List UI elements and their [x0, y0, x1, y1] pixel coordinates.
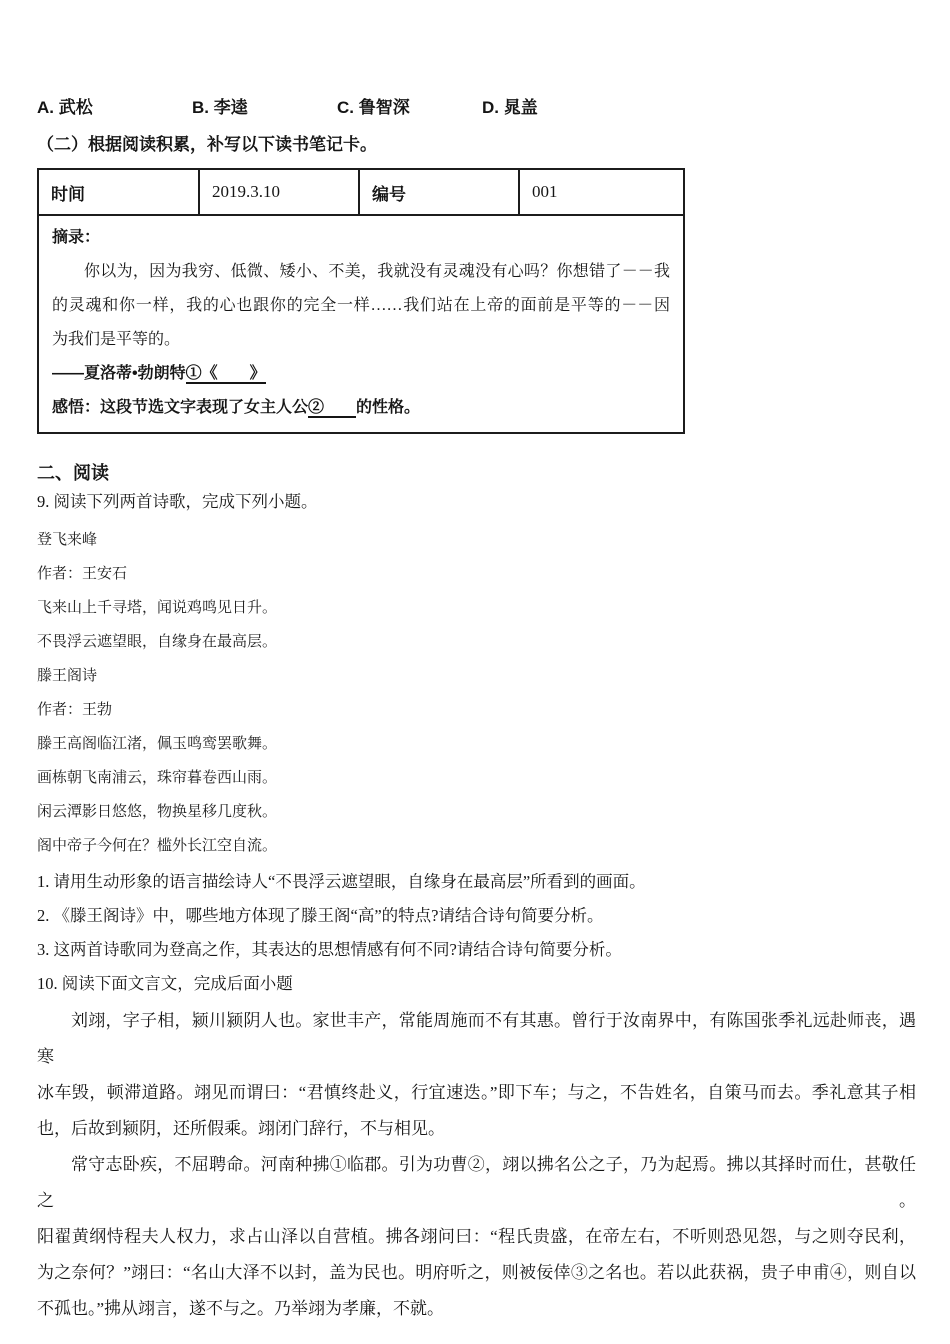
- classical-p2-line: 阳翟黄纲恃程夫人权力，求占山泽以自营植。拂各翊问曰：“程氏贵盛，在帝左右，不听则恐见怨，与之则夺民利，: [37, 1227, 916, 1246]
- card-time-label: 时间: [38, 169, 199, 215]
- poem1-verse: 飞来山上千寻塔，闻说鸡鸣见日升。: [37, 600, 278, 616]
- note-card-header-row: [38, 169, 684, 215]
- card-number-label: 编号: [359, 169, 519, 215]
- classical-p2-line: 不孤也。”拂从翊言，遂不与之。乃举翊为孝廉，不就。: [37, 1299, 445, 1318]
- section-heading-reading: 二、阅读: [37, 463, 109, 483]
- insight-blank: ②: [308, 399, 357, 416]
- excerpt-line: 你以为，因为我穷、低微、矮小、不美，我就没有灵魂没有心吗？你想错了－－我: [84, 263, 670, 280]
- question-1: 1. 请用生动形象的语言描绘诗人“不畏浮云遮望眼，自缘身在最高层”所看到的画面。: [37, 872, 646, 891]
- question-2: 2. 《滕王阁诗》中，哪些地方体现了滕王阁“高”的特点?请结合诗句简要分析。: [37, 906, 604, 925]
- note-card-body-cell: [38, 215, 684, 433]
- classical-p2-line: 为之奈何？”翊曰：“名山大泽不以封，盖为民也。明府听之，则被佞倖③之名也。若以此获祸，贵子申甫④，则自以: [37, 1263, 916, 1282]
- card-number-value: 001: [519, 169, 684, 215]
- classical-passage: [37, 1003, 916, 1327]
- subsection-heading: （二）根据阅读积累，补写以下读书笔记卡。: [37, 135, 377, 154]
- note-card-body-row: [38, 215, 684, 433]
- poem-questions: [37, 865, 916, 967]
- choice-option-b: B. 李逵: [192, 98, 248, 117]
- insight-suffix: 的性格。: [356, 399, 421, 416]
- classical-p1-line: 刘翊，字子相，颍川颍阴人也。家世丰产，常能周施而不有其惠。曾行于汝南界中，有陈国张季礼远赴师丧，遇寒: [37, 1011, 916, 1066]
- poem2-verse: 阁中帝子今何在？槛外长江空自流。: [37, 838, 278, 854]
- excerpt-line: 为我们是平等的。: [52, 331, 181, 348]
- question-9-intro: 9. 阅读下列两首诗歌，完成下列小题。: [37, 492, 318, 511]
- classical-p1-line: 也，后故到颍阴，还所假乘。翊闭门辞行，不与相见。: [37, 1119, 445, 1138]
- excerpt-line: 的灵魂和你一样，我的心也跟你的完全一样……我们站在上帝的面前是平等的－－因: [52, 297, 670, 314]
- choice-option-d: D. 晁盖: [482, 98, 538, 117]
- choice-option-a: A. 武松: [37, 98, 93, 117]
- question-3: 3. 这两首诗歌同为登高之作，其表达的思想情感有何不同?请结合诗句简要分析。: [37, 940, 622, 959]
- question-10-intro: 10. 阅读下面文言文，完成后面小题: [37, 974, 293, 993]
- insight-line: [52, 391, 670, 425]
- poem2-author: 作者：王勃: [37, 702, 113, 718]
- choice-options-row: [37, 96, 916, 120]
- classical-p2-line: 常守志卧疾，不屈聘命。河南种拂①临郡。引为功曹②，翊以拂名公之子，乃为起焉。拂以其择时而仕，甚敬任之。: [37, 1155, 916, 1210]
- excerpt-label: 摘录：: [52, 229, 101, 246]
- poem1-verse: 不畏浮云遮望眼，自缘身在最高层。: [37, 634, 278, 650]
- reading-note-card-table: [37, 168, 685, 434]
- poem1-title: 登飞来峰: [37, 532, 98, 548]
- excerpt-source-blank: ①《 》: [185, 365, 266, 382]
- poem2-title: 滕王阁诗: [37, 668, 98, 684]
- card-time-value: 2019.3.10: [199, 169, 359, 215]
- excerpt-source-line: [52, 357, 670, 391]
- poem2-verse: 滕王高阁临江渚，佩玉鸣鸾罢歌舞。: [37, 736, 278, 752]
- excerpt-source-prefix: ——夏洛蒂•勃朗特: [52, 365, 186, 382]
- poem1-author: 作者：王安石: [37, 566, 128, 582]
- insight-prefix: 感悟：这段节选文字表现了女主人公: [52, 399, 309, 416]
- poem2-verse: 闲云潭影日悠悠，物换星移几度秋。: [37, 804, 278, 820]
- classical-p1-line: 冰车毁，顿滞道路。翊见而谓曰：“君慎终赴义，行宜速迭。”即下车；与之，不告姓名，自策马而去。季礼意其子相: [37, 1083, 916, 1102]
- poems-block: [37, 523, 916, 863]
- poem2-verse: 画栋朝飞南浦云，珠帘暮卷西山雨。: [37, 770, 278, 786]
- choice-option-c: C. 鲁智深: [337, 98, 410, 117]
